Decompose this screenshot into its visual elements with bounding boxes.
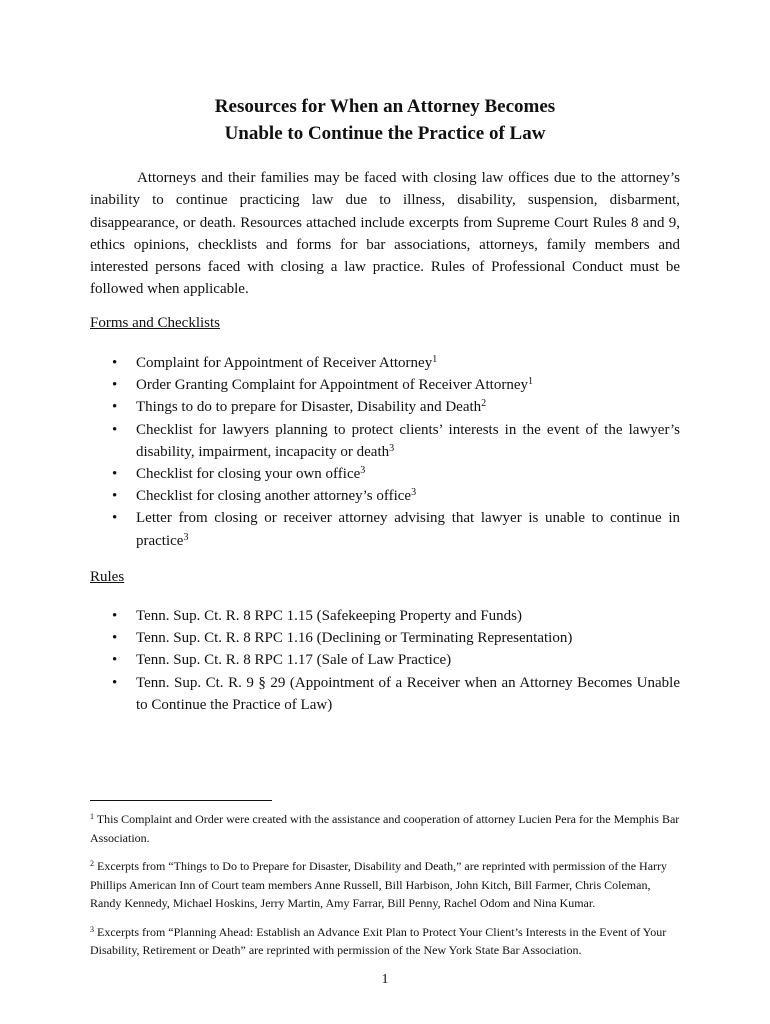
footnote-ref: 3: [389, 442, 395, 454]
list-item: • Tenn. Sup. Ct. R. 8 RPC 1.16 (Declining or Terminating Representation): [90, 627, 680, 649]
footnote: $^3$ Excerpts from “Planning Ahead: Establish an Advance Exit Plan to Protect Your Client’s Interests in the Event of Your Disability, Retirement or Death” are reprinted with permission of the New York State Bar Association.: [90, 924, 667, 957]
bullet-icon: •: [112, 510, 118, 527]
footnote-mark: 3: [90, 924, 94, 934]
bullet-icon: •: [112, 355, 118, 371]
document-title: [0, 93, 770, 147]
bullet-icon: •: [112, 399, 118, 416]
footnote-mark: 2: [90, 859, 94, 868]
list-item: • Checklist for closing your own office$^3$: [90, 463, 680, 485]
list-item: • Things to do to prepare for Disaster, Disability and Death$^2$: [90, 396, 680, 418]
footnote: $^1$ This Complaint and Order were created with the assistance and cooperation of attorney Lucien Pera for the Memphis Bar Association.: [90, 812, 680, 845]
forms-list: [90, 352, 680, 552]
bullet-icon: •: [112, 466, 118, 483]
footnote-ref: 3: [183, 531, 189, 543]
list-item: • Checklist for closing another attorney’s office$^3$: [90, 485, 680, 507]
intro-paragraph: Attorneys and their families may be faced with closing law offices due to the attorney’s inability to continue practicing law due to illness, disability, suspension, disbarment, disappearance, or death. Resources attached include excerpts from Supreme Court Rules 8 and 9, ethics opinions, checklists and forms for bar associations, attorneys, family members and interested persons faced with closing a law practice. Rules of Professional Conduct must be followed when applicable.: [90, 170, 680, 298]
bullet-icon: •: [112, 608, 118, 624]
list-item: • Tenn. Sup. Ct. R. 9 § 29 (Appointment of a Receiver when an Attorney Becomes Unable to Continue the Practice of Law): [90, 672, 680, 716]
footnote-ref: 1: [528, 376, 533, 388]
list-item: • Checklist for lawyers planning to protect clients’ interests in the event of the lawyer’s disability, impairment, incapacity or death$^3$: [90, 419, 680, 463]
bullet-icon: •: [112, 488, 118, 505]
bullet-icon: •: [112, 421, 118, 438]
footnote-ref: 2: [481, 398, 487, 410]
list-item: • Order Granting Complaint for Appointment of Receiver Attorney$^1$: [90, 374, 680, 396]
title-line-1: Resources for When an Attorney Becomes: [214, 96, 556, 117]
rules-heading: Rules: [90, 569, 125, 585]
bullet-icon: •: [112, 630, 118, 647]
list-item: • Tenn. Sup. Ct. R. 8 RPC 1.15 (Safekeeping Property and Funds): [90, 605, 680, 627]
list-item: • Letter from closing or receiver attorney advising that lawyer is unable to continue in practice$^3$: [90, 507, 680, 551]
footnote-mark: 1: [90, 812, 94, 821]
bullet-icon: •: [112, 674, 118, 691]
footnote-ref: 1: [432, 354, 438, 365]
bullet-icon: •: [112, 652, 118, 669]
footnote-ref: 3: [411, 487, 417, 499]
list-item: • Complaint for Appointment of Receiver Attorney$^1$: [90, 352, 680, 374]
rules-list: [90, 605, 680, 716]
list-item: • Tenn. Sup. Ct. R. 8 RPC 1.17 (Sale of Law Practice): [90, 649, 680, 671]
footnote: $^2$ Excerpts from “Things to Do to Prepare for Disaster, Disability and Death,” are reprinted with permission of the Harry Phillips American Inn of Court team members Anne Russell, Bill Harbison, John Kitch, Bill Farmer, Chris Coleman, Randy Kennedy, Michael Hoskins, Jerry Martin, Amy Farrar, Bill Penny, Rachel Odom and Nina Kumar.: [90, 859, 668, 910]
bullet-icon: •: [112, 377, 118, 394]
page-number: 1: [381, 972, 389, 987]
footnote-divider: [90, 800, 272, 801]
forms-heading: Forms and Checklists: [90, 315, 220, 331]
footnote-ref: 3: [360, 465, 366, 477]
title-line-2: Unable to Continue the Practice of Law: [224, 123, 546, 144]
footnotes: [90, 810, 680, 970]
